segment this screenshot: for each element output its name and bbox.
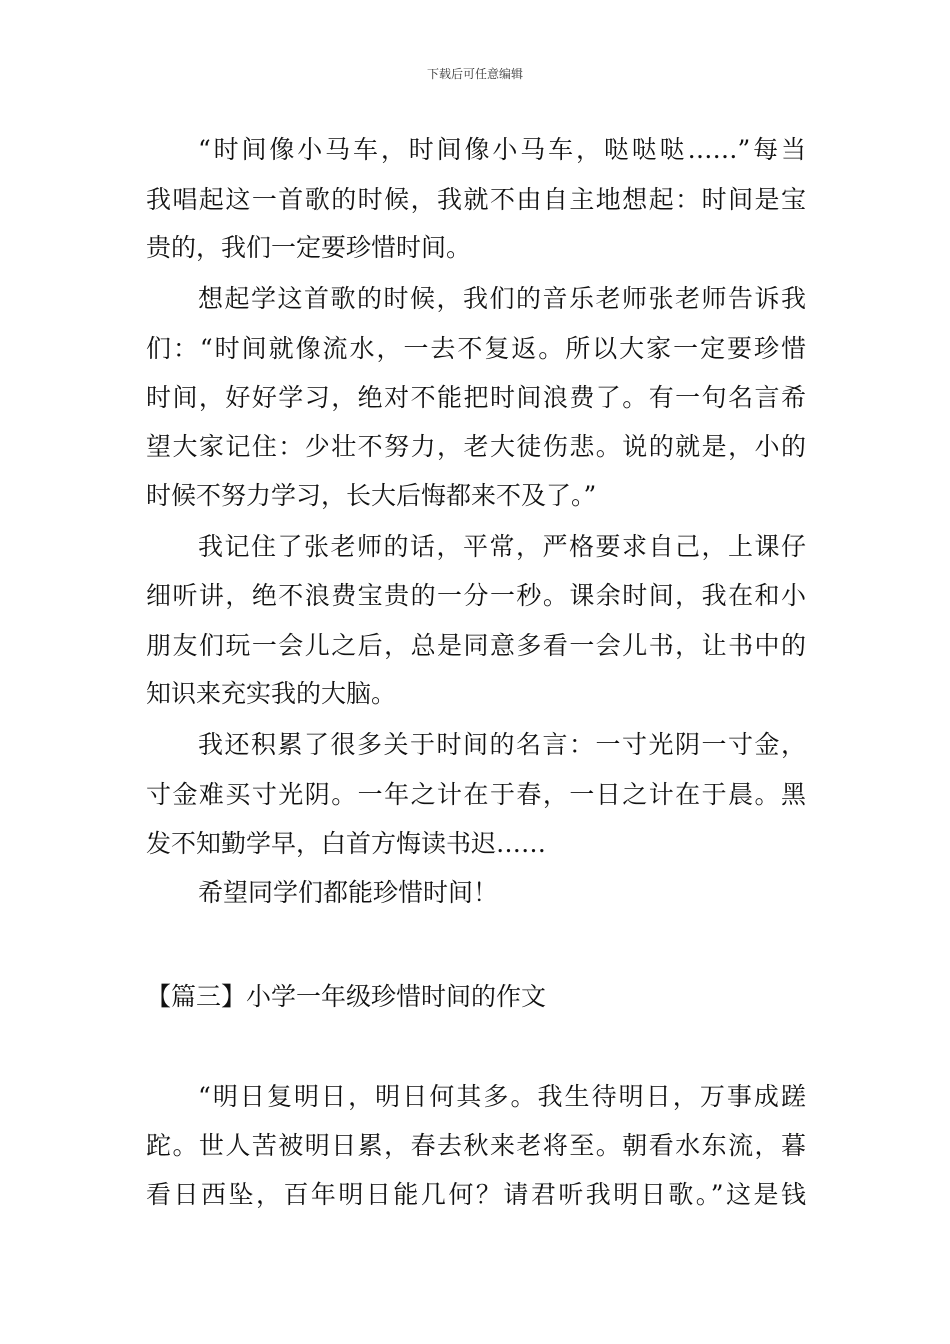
paragraph-line: 朋友们玩一会儿之后，总是同意多看一会儿书，让书中的 bbox=[146, 631, 806, 660]
header-note: 下载后可任意编辑 bbox=[426, 67, 523, 81]
paragraph-line: “明日复明日，明日何其多。我生待明日，万事成蹉 bbox=[198, 1082, 806, 1111]
paragraph-line: 时间，好好学习，绝对不能把时间浪费了。有一句名言希 bbox=[146, 383, 806, 412]
paragraph-line: 时候不努力学习，长大后悔都来不及了。” bbox=[146, 481, 597, 510]
paragraph-line: 看日西坠，百年明日能几何？请君听我明日歌。”这是钱 bbox=[146, 1180, 806, 1209]
paragraph-line: 我记住了张老师的话，平常，严格要求自己，上课仔 bbox=[198, 532, 806, 561]
paragraph-line: “时间像小马车，时间像小马车，哒哒哒……”每当 bbox=[198, 135, 806, 164]
paragraph-line: 们：“时间就像流水，一去不复返。所以大家一定要珍惜 bbox=[146, 334, 806, 363]
paragraph-line: 发不知勤学早，白首方悔读书迟…… bbox=[146, 829, 547, 858]
paragraph-line: 寸金难买寸光阴。一年之计在于春，一日之计在于晨。黑 bbox=[146, 780, 806, 809]
section-title: 【篇三】小学一年级珍惜时间的作文 bbox=[146, 982, 547, 1011]
paragraph-line: 细听讲，绝不浪费宝贵的一分一秒。课余时间，我在和小 bbox=[146, 581, 806, 610]
paragraph-line: 希望同学们都能珍惜时间！ bbox=[198, 878, 499, 907]
paragraph-line: 我唱起这一首歌的时候，我就不由自主地想起：时间是宝 bbox=[146, 185, 806, 214]
paragraph-line: 跎。世人苦被明日累，春去秋来老将至。朝看水东流，暮 bbox=[146, 1131, 806, 1160]
paragraph-line: 我还积累了很多关于时间的名言：一寸光阴一寸金， bbox=[198, 730, 806, 759]
paragraph-line: 知识来充实我的大脑。 bbox=[146, 679, 397, 708]
paragraph-line: 贵的，我们一定要珍惜时间。 bbox=[146, 233, 472, 262]
paragraph-line: 望大家记住：少壮不努力，老大徒伤悲。说的就是，小的 bbox=[146, 432, 806, 461]
paragraph-line: 想起学这首歌的时候，我们的音乐老师张老师告诉我 bbox=[198, 284, 806, 313]
